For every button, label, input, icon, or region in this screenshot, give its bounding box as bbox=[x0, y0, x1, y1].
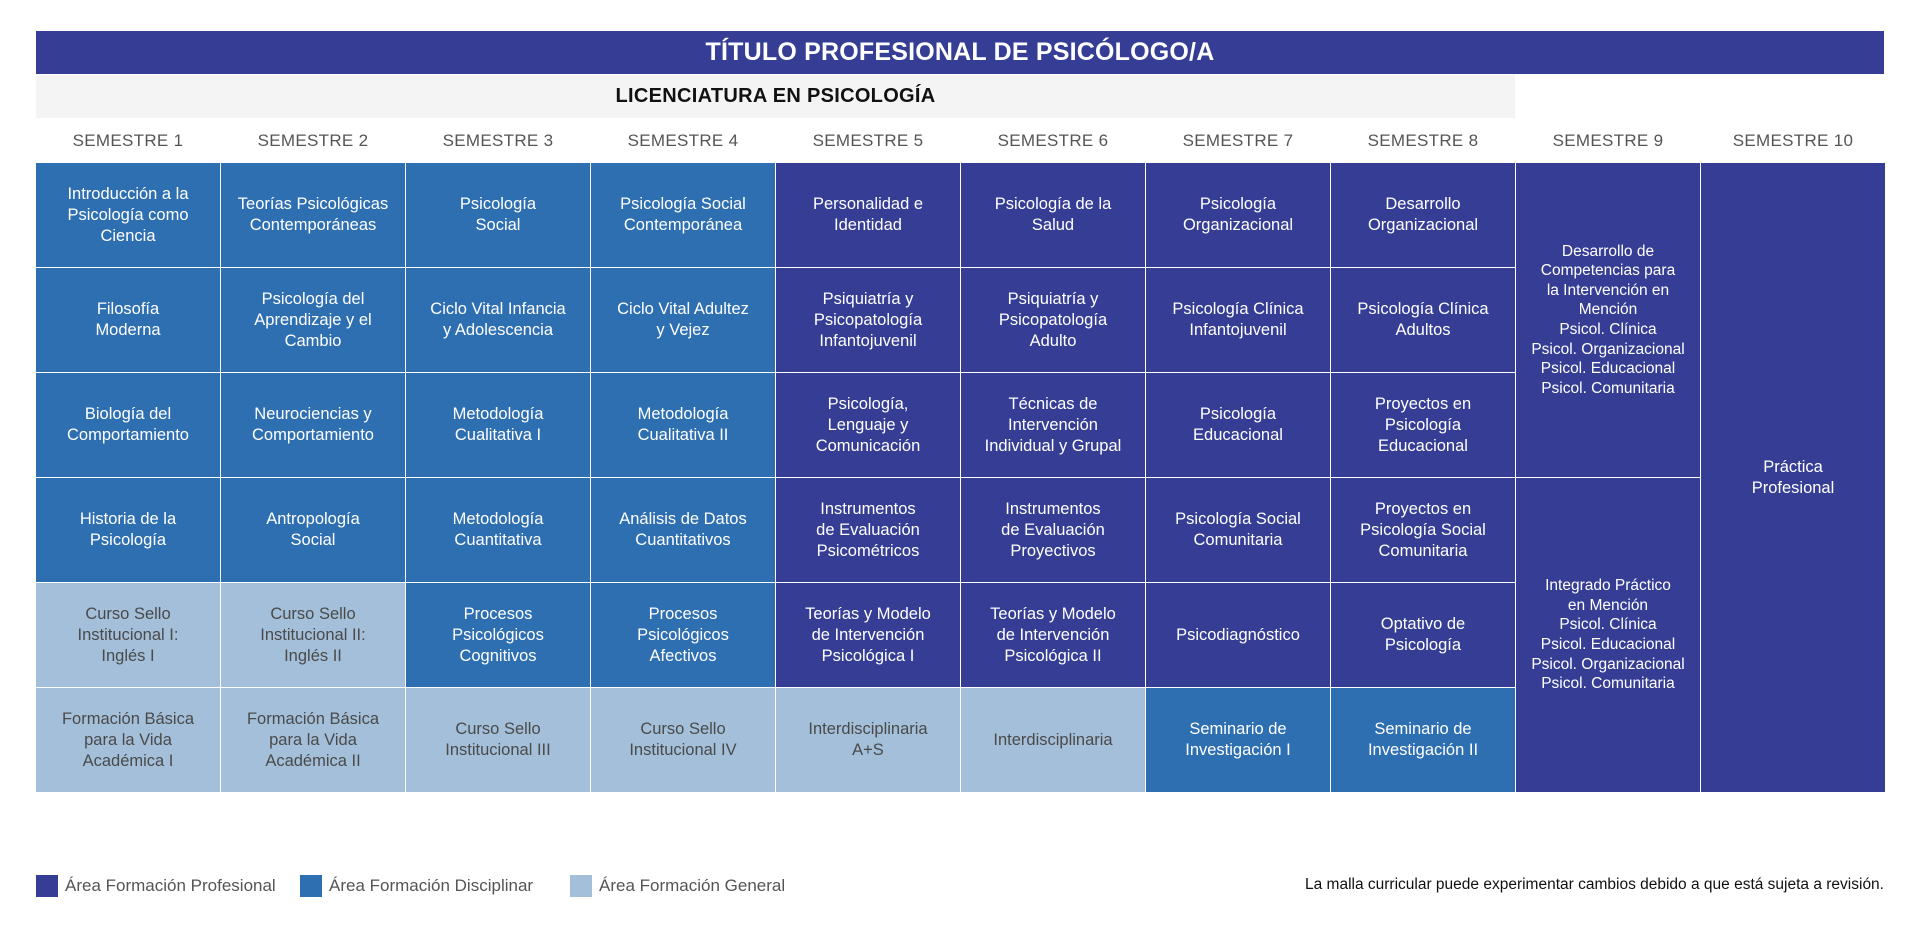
course-cell: Filosofía Moderna bbox=[36, 268, 220, 372]
semester-header-1: SEMESTRE 1 bbox=[72, 131, 184, 150]
footnote: La malla curricular puede experimentar cambios debido a que está sujeta a revisión. bbox=[1305, 876, 1884, 893]
legend-label: Área Formación Profesional bbox=[65, 876, 276, 895]
course-cell: Seminario de Investigación I bbox=[1146, 688, 1330, 792]
course-cell: Instrumentos de Evaluación Psicométricos bbox=[776, 478, 960, 582]
program-subtitle: LICENCIATURA EN PSICOLOGÍA bbox=[36, 75, 1515, 118]
course-cell: Metodología Cualitativa I bbox=[406, 373, 590, 477]
semester-header-3: SEMESTRE 3 bbox=[442, 131, 554, 150]
page-title: TÍTULO PROFESIONAL DE PSICÓLOGO/A bbox=[36, 31, 1884, 74]
course-cell: Psicología Clínica Adultos bbox=[1331, 268, 1515, 372]
legend-swatch bbox=[300, 875, 322, 897]
course-cell: Curso Sello Institucional III bbox=[406, 688, 590, 792]
course-cell: Psicología de la Salud bbox=[961, 163, 1145, 267]
course-cell: Optativo de Psicología bbox=[1331, 583, 1515, 687]
course-cell: Neurociencias y Comportamiento bbox=[221, 373, 405, 477]
course-cell: Psicología Social bbox=[406, 163, 590, 267]
course-cell: Teorías y Modelo de Intervención Psicológica II bbox=[961, 583, 1145, 687]
course-cell: Introducción a la Psicología como Ciencia bbox=[36, 163, 220, 267]
course-cell: Proyectos en Psicología Social Comunitaria bbox=[1331, 478, 1515, 582]
course-cell: Proyectos en Psicología Educacional bbox=[1331, 373, 1515, 477]
course-cell: Procesos Psicológicos Afectivos bbox=[591, 583, 775, 687]
course-cell: Psiquiatría y Psicopatología Adulto bbox=[961, 268, 1145, 372]
legend-swatch bbox=[570, 875, 592, 897]
course-cell: Técnicas de Intervención Individual y Grupal bbox=[961, 373, 1145, 477]
course-cell: Psicología Social Comunitaria bbox=[1146, 478, 1330, 582]
course-cell: Psicología Clínica Infantojuvenil bbox=[1146, 268, 1330, 372]
legend-item-profesional bbox=[36, 874, 276, 898]
legend-item-general bbox=[570, 874, 785, 898]
course-cell: Metodología Cualitativa II bbox=[591, 373, 775, 477]
semester-header-9: SEMESTRE 9 bbox=[1552, 131, 1664, 150]
semester-header-10: SEMESTRE 10 bbox=[1732, 131, 1854, 150]
course-cell: Historia de la Psicología bbox=[36, 478, 220, 582]
course-cell: Curso Sello Institucional IV bbox=[591, 688, 775, 792]
course-cell: Interdisciplinaria A+S bbox=[776, 688, 960, 792]
course-cell: Psicología Organizacional bbox=[1146, 163, 1330, 267]
legend-swatch bbox=[36, 875, 58, 897]
course-cell: Psicología, Lenguaje y Comunicación bbox=[776, 373, 960, 477]
course-cell: Ciclo Vital Infancia y Adolescencia bbox=[406, 268, 590, 372]
course-cell: Instrumentos de Evaluación Proyectivos bbox=[961, 478, 1145, 582]
course-cell: Formación Básica para la Vida Académica I bbox=[36, 688, 220, 792]
semester-header-8: SEMESTRE 8 bbox=[1367, 131, 1479, 150]
course-cell: Curso Sello Institucional I: Inglés I bbox=[36, 583, 220, 687]
semester-header-2: SEMESTRE 2 bbox=[257, 131, 369, 150]
course-cell: Seminario de Investigación II bbox=[1331, 688, 1515, 792]
course-cell: Ciclo Vital Adultez y Vejez bbox=[591, 268, 775, 372]
semester-header-4: SEMESTRE 4 bbox=[627, 131, 739, 150]
semester-header-5: SEMESTRE 5 bbox=[812, 131, 924, 150]
course-cell: Psicología del Aprendizaje y el Cambio bbox=[221, 268, 405, 372]
course-cell: Teorías y Modelo de Intervención Psicológica I bbox=[776, 583, 960, 687]
course-cell: Personalidad e Identidad bbox=[776, 163, 960, 267]
course-cell: Práctica Profesional bbox=[1701, 163, 1885, 792]
course-cell: Procesos Psicológicos Cognitivos bbox=[406, 583, 590, 687]
course-cell: Desarrollo de Competencias para la Intervención en Mención Psicol. Clínica Psicol. Organizacional Psicol. Educacional Psicol. Comunitaria bbox=[1516, 163, 1700, 477]
course-cell: Teorías Psicológicas Contemporáneas bbox=[221, 163, 405, 267]
legend-label: Área Formación General bbox=[599, 876, 786, 895]
course-cell: Análisis de Datos Cuantitativos bbox=[591, 478, 775, 582]
course-cell: Psiquiatría y Psicopatología Infantojuvenil bbox=[776, 268, 960, 372]
course-cell: Psicodiagnóstico bbox=[1146, 583, 1330, 687]
course-cell: Antropología Social bbox=[221, 478, 405, 582]
course-cell: Biología del Comportamiento bbox=[36, 373, 220, 477]
course-cell: Psicología Educacional bbox=[1146, 373, 1330, 477]
course-cell: Integrado Práctico en Mención Psicol. Clínica Psicol. Educacional Psicol. Organizacional Psicol. Comunitaria bbox=[1516, 478, 1700, 792]
course-cell: Formación Básica para la Vida Académica II bbox=[221, 688, 405, 792]
legend-item-disciplinar bbox=[300, 874, 533, 898]
course-cell: Metodología Cuantitativa bbox=[406, 478, 590, 582]
course-cell: Interdisciplinaria bbox=[961, 688, 1145, 792]
course-cell: Psicología Social Contemporánea bbox=[591, 163, 775, 267]
course-cell: Desarrollo Organizacional bbox=[1331, 163, 1515, 267]
course-cell: Curso Sello Institucional II: Inglés II bbox=[221, 583, 405, 687]
semester-header-7: SEMESTRE 7 bbox=[1182, 131, 1294, 150]
semester-header-6: SEMESTRE 6 bbox=[997, 131, 1109, 150]
legend-label: Área Formación Disciplinar bbox=[329, 876, 534, 895]
